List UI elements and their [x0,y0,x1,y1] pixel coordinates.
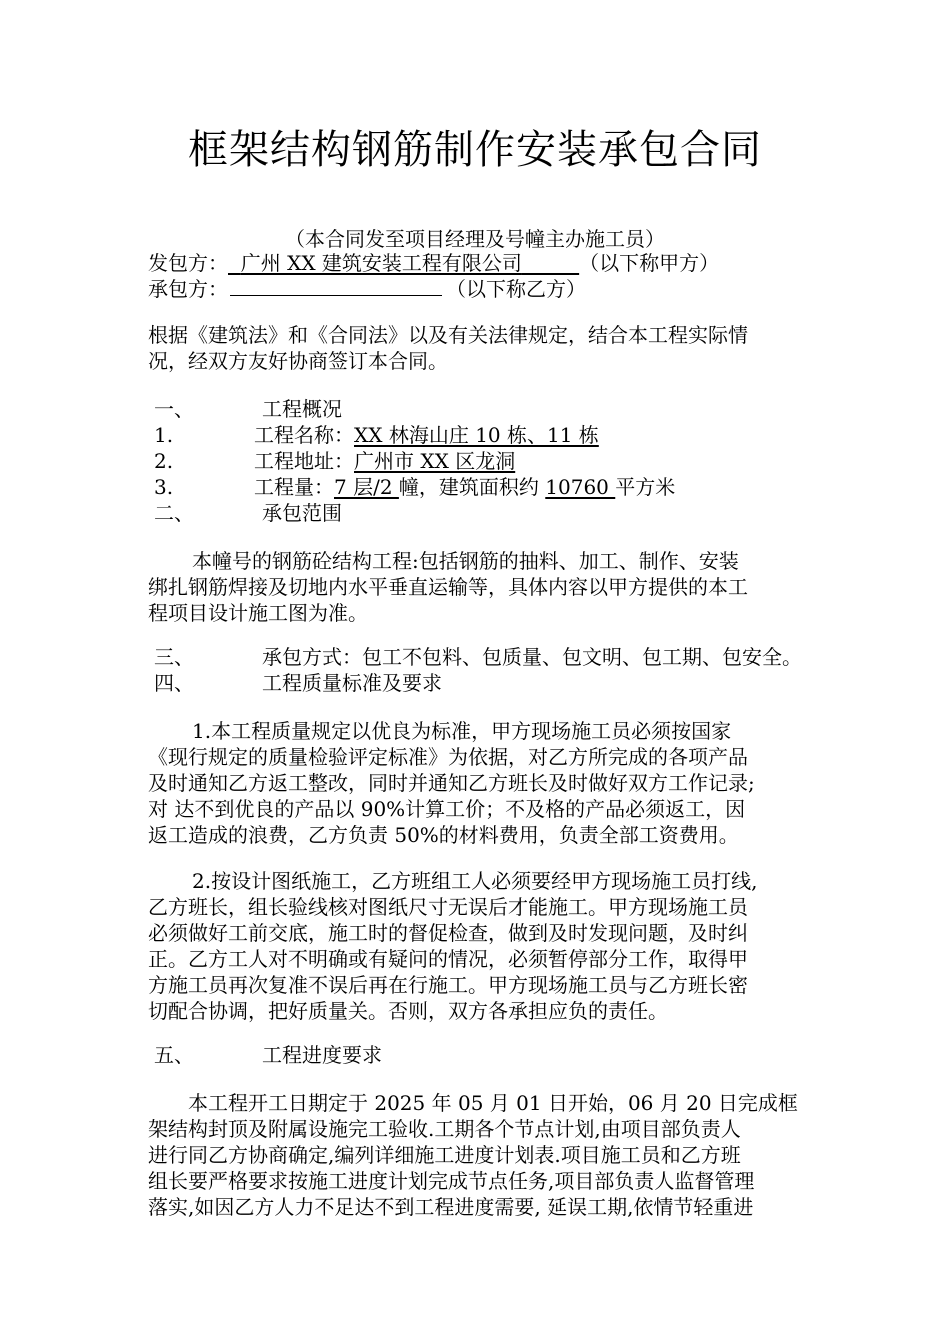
section-5-line-5: 落实,如因乙方人力不足达不到工程进度需要, 延误工期,依情节轻重进 [148,1195,754,1219]
item-label: 工程地址： [254,449,354,473]
item-label: 工程量： [254,475,334,499]
section-5-heading [148,1042,382,1068]
section-4-p2-line-1: 2.按设计图纸施工，乙方班组工人必须要经甲方现场施工员打线, [192,869,758,893]
section-2-heading [148,500,342,526]
section-4-p2-line-6: 切配合协调，把好质量关。否则，双方各承担应负的责任。 [148,999,668,1023]
project-quantity-line [148,474,675,500]
area-value: 10760 [545,475,616,499]
item-text: 幢，建筑面积约 [398,475,546,499]
party-a-line [148,250,719,276]
section-2-line-1: 本幢号的钢筋砼结构工程:包括钢筋的抽料、加工、制作、安装 [192,549,739,573]
section-3-title: 承包方式：包工不包料、包质量、包文明、包工期、包安全。 [262,645,802,669]
section-4-p1-line-4: 对 达不到优良的产品以 90%计算工价；不及格的产品必须返工，因 [148,797,746,821]
section-4-p1-line-2: 《现行规定的质量检验评定标准》为依据，对乙方所完成的各项产品 [148,745,748,769]
item-text: 平方米 [615,475,676,499]
floors-value: 7 层/2 [334,475,399,499]
section-4-p1-line-1: 1.本工程质量规定以优良为标准，甲方现场施工员必须按国家 [192,719,732,743]
project-name-value: XX 林海山庄 10 栋、11 栋 [354,423,599,447]
project-address-line [148,448,515,474]
party-a-suffix: （以下称甲方） [579,251,720,275]
section-5-line-2: 架结构封顶及附属设施完工验收.工期各个节点计划,由项目部负责人 [148,1117,741,1141]
party-a-label: 发包方： [148,251,228,275]
section-3-heading [148,644,802,670]
section-5-line-1: 本工程开工日期定于 2025 年 05 月 01 日开始，06 月 20 日完成框 [188,1091,798,1115]
section-1-heading [148,396,342,422]
intro-line-2: 况，经双方友好协商签订本合同。 [148,349,448,373]
party-b-line [148,276,586,302]
item-label: 工程名称： [254,423,354,447]
section-3-number: 三、 [154,645,194,669]
section-4-title: 工程质量标准及要求 [262,671,442,695]
section-4-p2-line-3: 必须做好工前交底，施工时的督促检查，做到及时发现问题，及时纠 [148,921,748,945]
section-4-p2-line-5: 方施工员再次复准不误后再在行施工。甲方现场施工员与乙方班长密 [148,973,748,997]
item-number: 3. [154,475,174,499]
party-b-name-blank [230,276,442,296]
intro-line-1: 根据《建筑法》和《合同法》以及有关法律规定，结合本工程实际情 [148,323,748,347]
item-number: 1. [154,423,174,447]
section-5-line-4: 组长要严格要求按施工进度计划完成节点任务,项目部负责人监督管理 [148,1169,755,1193]
section-4-p1-line-3: 及时通知乙方返工整改，同时并通知乙方班长及时做好双方工作记录; [148,771,755,795]
section-4-p2-line-2: 乙方班长，组长验线核对图纸尺寸无误后才能施工。甲方现场施工员 [148,895,748,919]
party-a-name: 广州 XX 建筑安装工程有限公司 [240,251,522,275]
section-4-p1-line-5: 返工造成的浪费，乙方负责 50%的材料费用，负责全部工资费用。 [148,823,739,847]
section-5-line-3: 进行同乙方协商确定,编列详细施工进度计划表.项目施工员和乙方班 [148,1143,741,1167]
project-address-value: 广州市 XX 区龙洞 [354,449,516,473]
section-1-number: 一、 [154,397,194,421]
document-title: 框架结构钢筋制作安装承包合同 [188,127,762,173]
section-2-line-3: 程项目设计施工图为准。 [148,601,368,625]
section-2-title: 承包范围 [262,501,342,525]
item-number: 2. [154,449,174,473]
section-5-number: 五、 [154,1043,194,1067]
section-2-line-2: 绑扎钢筋焊接及切地内水平垂直运输等，具体内容以甲方提供的本工 [148,575,748,599]
section-1-title: 工程概况 [262,397,342,421]
section-2-number: 二、 [154,501,194,525]
distribution-note: （本合同发至项目经理及号幢主办施工员） [285,227,665,251]
section-4-number: 四、 [154,671,194,695]
project-name-line [148,422,599,448]
section-4-heading [148,670,442,696]
section-5-title: 工程进度要求 [262,1043,382,1067]
section-4-p2-line-4: 正。乙方工人对不明确或有疑问的情况，必须暂停部分工作，取得甲 [148,947,748,971]
party-b-suffix: （以下称乙方） [446,277,586,301]
party-b-label: 承包方： [148,277,228,301]
